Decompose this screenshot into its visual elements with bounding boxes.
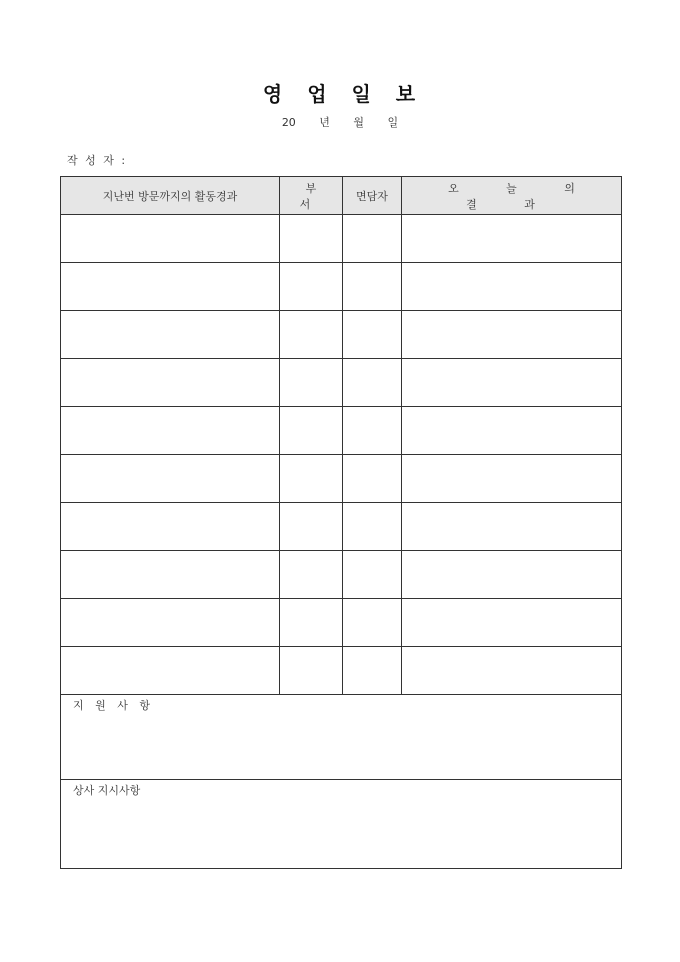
author-label: 작 성 자 : bbox=[67, 154, 128, 167]
document-title: 영 업 일 보 bbox=[262, 82, 418, 106]
header-department: 부 서 bbox=[280, 177, 343, 215]
header-interviewee: 면담자 bbox=[343, 177, 402, 215]
cell-activity[interactable] bbox=[61, 359, 280, 407]
supervisor-section-row bbox=[61, 780, 622, 869]
cell-results[interactable] bbox=[402, 215, 622, 263]
support-section-row bbox=[61, 695, 622, 780]
cell-department[interactable] bbox=[280, 311, 343, 359]
sales-report-table bbox=[60, 176, 622, 869]
table-row bbox=[61, 311, 622, 359]
cell-activity[interactable] bbox=[61, 407, 280, 455]
table-row bbox=[61, 215, 622, 263]
cell-interviewee[interactable] bbox=[343, 311, 402, 359]
cell-interviewee[interactable] bbox=[343, 503, 402, 551]
cell-interviewee[interactable] bbox=[343, 215, 402, 263]
cell-activity[interactable] bbox=[61, 503, 280, 551]
header-results: 오 늘 의 결 과 bbox=[402, 177, 622, 215]
table-row bbox=[61, 647, 622, 695]
support-section[interactable]: 지 원 사 항 bbox=[61, 695, 622, 780]
cell-department[interactable] bbox=[280, 647, 343, 695]
cell-results[interactable] bbox=[402, 263, 622, 311]
cell-interviewee[interactable] bbox=[343, 647, 402, 695]
table-row bbox=[61, 599, 622, 647]
table-row bbox=[61, 551, 622, 599]
cell-results[interactable] bbox=[402, 551, 622, 599]
cell-interviewee[interactable] bbox=[343, 551, 402, 599]
cell-activity[interactable] bbox=[61, 599, 280, 647]
cell-results[interactable] bbox=[402, 359, 622, 407]
cell-results[interactable] bbox=[402, 455, 622, 503]
cell-department[interactable] bbox=[280, 503, 343, 551]
cell-interviewee[interactable] bbox=[343, 599, 402, 647]
cell-interviewee[interactable] bbox=[343, 455, 402, 503]
cell-department[interactable] bbox=[280, 407, 343, 455]
cell-interviewee[interactable] bbox=[343, 359, 402, 407]
cell-activity[interactable] bbox=[61, 647, 280, 695]
table-row bbox=[61, 503, 622, 551]
header-activity: 지난번 방문까지의 활동경과 bbox=[61, 177, 280, 215]
cell-department[interactable] bbox=[280, 263, 343, 311]
supervisor-section[interactable]: 상사 지시사항 bbox=[61, 780, 622, 869]
table-row bbox=[61, 263, 622, 311]
cell-department[interactable] bbox=[280, 455, 343, 503]
cell-activity[interactable] bbox=[61, 311, 280, 359]
cell-results[interactable] bbox=[402, 647, 622, 695]
cell-activity[interactable] bbox=[61, 551, 280, 599]
cell-activity[interactable] bbox=[61, 215, 280, 263]
cell-activity[interactable] bbox=[61, 455, 280, 503]
cell-results[interactable] bbox=[402, 599, 622, 647]
date-line: 20 년 월 일 bbox=[281, 116, 399, 129]
table-row bbox=[61, 359, 622, 407]
cell-interviewee[interactable] bbox=[343, 263, 402, 311]
cell-activity[interactable] bbox=[61, 263, 280, 311]
cell-department[interactable] bbox=[280, 599, 343, 647]
table-header-row bbox=[61, 177, 622, 215]
cell-results[interactable] bbox=[402, 407, 622, 455]
cell-results[interactable] bbox=[402, 503, 622, 551]
cell-department[interactable] bbox=[280, 551, 343, 599]
cell-interviewee[interactable] bbox=[343, 407, 402, 455]
cell-department[interactable] bbox=[280, 359, 343, 407]
table-row bbox=[61, 407, 622, 455]
cell-department[interactable] bbox=[280, 215, 343, 263]
table-row bbox=[61, 455, 622, 503]
cell-results[interactable] bbox=[402, 311, 622, 359]
